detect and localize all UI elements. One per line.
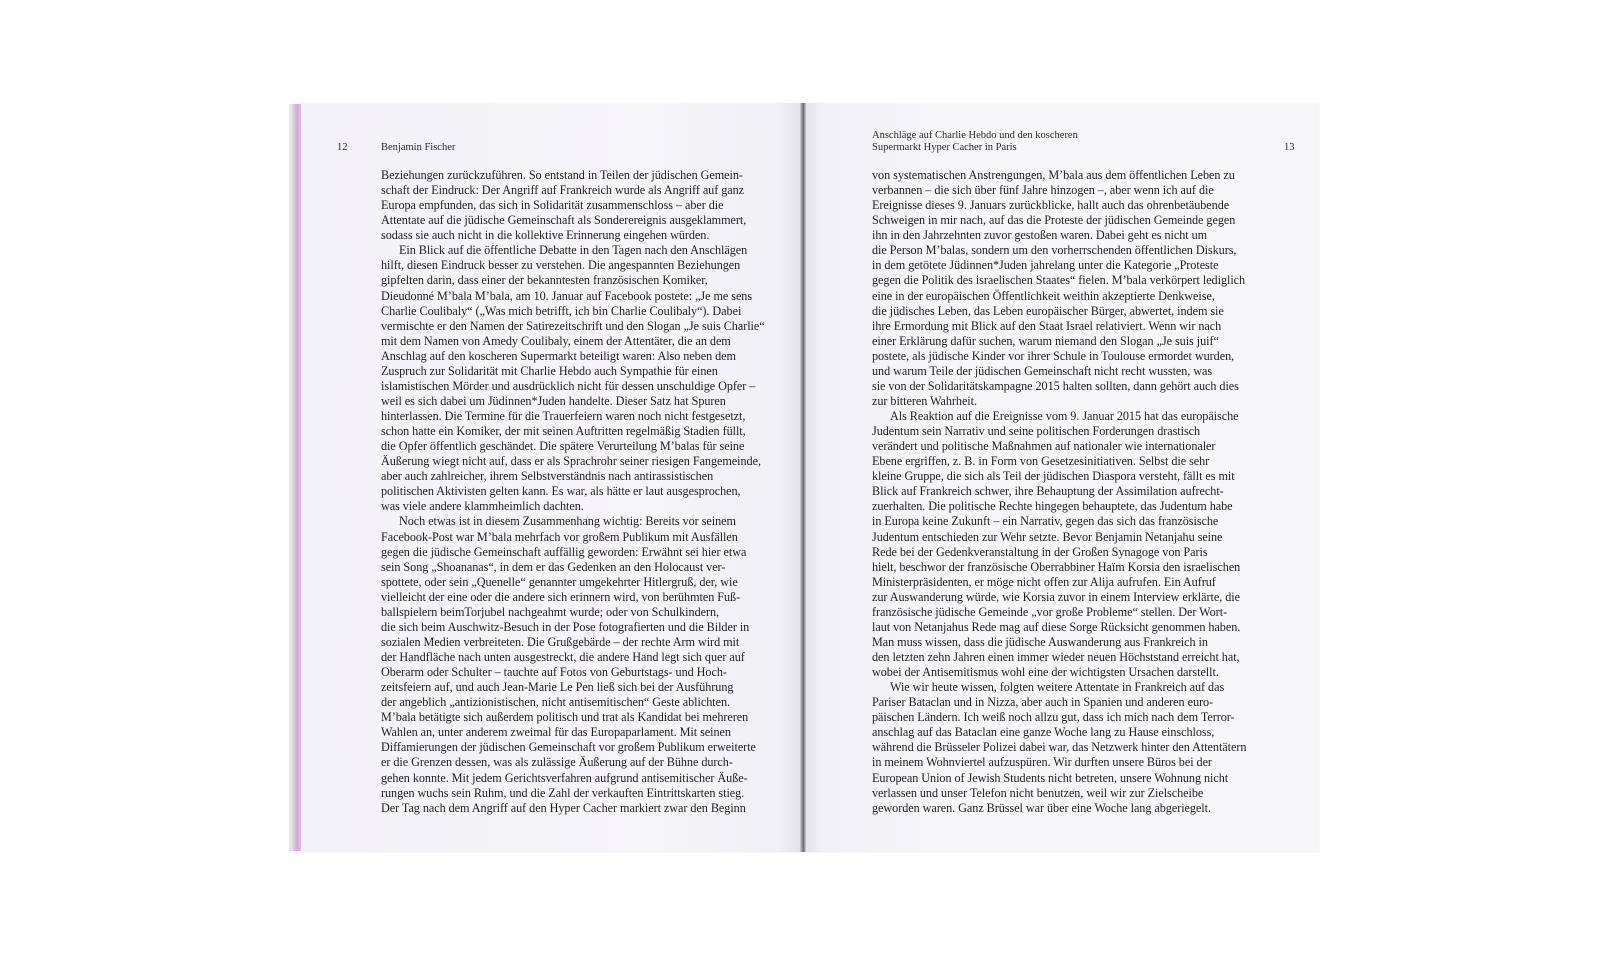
text-line: er die Grenzen dessen, was als zulässige Äußerung auf der Bühne durch-: [381, 755, 733, 770]
text-line: postete, als jüdische Kinder vor ihrer Schule in Toulouse ermordet wurden,: [872, 348, 1235, 363]
text-line: laut von Netanjahus Rede mag auf diese Sorge Rücksicht genommen haben.: [872, 619, 1241, 634]
text-line: verbannen – die sich über fünf Jahre hinzogen –, aber wenn ich auf die: [872, 183, 1214, 198]
text-line: sein Song „Shoananas“, in dem er das Gedenken an den Holocaust ver-: [381, 559, 726, 574]
text-line: rungen wuchs sein Ruhm, und die Zahl der verkauften Eintrittskarten stieg.: [381, 785, 745, 800]
text-line: schon hatte ein Komiker, der mit seinen Auftritten regelmäßig Stadien füllt,: [381, 424, 746, 439]
text-line: die jüdisches Leben, das Leben europäischer Bürger, abwertet, indem sie: [872, 303, 1224, 318]
text-line: der Handfläche nach unten ausgestreckt, die andere Hand legt sich quer auf: [381, 650, 745, 664]
right-body-text: [872, 168, 1246, 816]
text-line: Blick auf Frankreich schwer, ihre Behauptung der Assimilation aufrecht-: [872, 484, 1224, 499]
right-running-head: [872, 130, 1078, 154]
text-line: Oberarm oder Schulter – tauchte auf Fotos von Geburtstags- und Hoch-: [381, 665, 727, 680]
text-line: gegen die jüdische Gemeinschaft auffällig geworden: Erwähnt sei hier etwa: [381, 544, 747, 559]
text-line: aber auch zahlreicher, ihrem Selbstverständnis nach antirassistischen: [381, 469, 714, 484]
text-line: gegen die Politik des israelischen Staates“ fielen. M’bala verkörpert lediglich: [872, 273, 1246, 288]
text-line: verändert und politische Maßnahmen auf nationaler wie internationaler: [872, 439, 1216, 454]
text-line: ihre Ermordung mit Blick auf den Staat Israel relativiert. Wenn wir nach: [872, 318, 1222, 333]
text-line: die sich beim Auschwitz-Besuch in der Pose fotografierten und die Bilder in: [381, 619, 750, 634]
text-line: hinterlassen. Die Termine für die Trauerfeiern waren noch nicht festgesetzt,: [381, 409, 746, 423]
text-line: sie von der Solidaritätskampagne 2015 halten sollten, dann gehört auch dies: [872, 378, 1239, 393]
text-line: M’bala betätigte sich außerdem politisch und trat als Kandidat bei mehreren: [381, 710, 749, 725]
left-page-number: 12: [337, 142, 348, 153]
text-line: Charlie Coulibaly“ („Was mich betrifft, ich bin Charlie Coulibaly“). Dabei: [381, 303, 742, 318]
text-line: in Europa keine Zukunft – ein Narrativ, gegen das sich das französische: [872, 514, 1219, 529]
text-line: was viele andere klammheimlich dachten.: [381, 499, 584, 514]
text-line: Äußerung wiegt nicht auf, dass er als Sprachrohr seiner riesigen Fangemeinde,: [381, 454, 761, 469]
text-line: die Opfer öffentlich geschändet. Die spätere Verurteilung M’balas für seine: [381, 439, 745, 454]
text-line: vielleicht der eine oder die andere sich erinnern wird, von berühmten Fuß-: [381, 589, 741, 604]
text-line: zeitsfeiern auf, und auch Jean-Marie Le Pen ließ sich bei der Ausführung: [381, 680, 734, 695]
book-gutter: [800, 103, 806, 852]
left-running-head: Benjamin Fischer: [381, 142, 456, 153]
text-line: französische jüdische Gemeinde „vor große Probleme“ stellen. Der Wort-: [872, 604, 1228, 619]
text-line: und warum Teile der jüdischen Gemeinschaft nicht recht wussten, was: [872, 363, 1213, 378]
text-line: Zuspruch zur Solidarität mit Charlie Hebdo auch Sympathie für einen: [381, 363, 718, 378]
text-line: anschlag auf das Bataclan eine ganze Woche lang zu Hause einschloss,: [872, 725, 1215, 740]
text-line: zuerhalten. Die politische Rechte hingegen behauptete, das Judentum habe: [872, 499, 1233, 514]
text-line: Schweigen in mir nach, auf das die Proteste der jüdischen Gemeinde gegen: [872, 213, 1236, 228]
left-body-text: [381, 168, 765, 816]
text-line: Judentum entschieden zur Wehr setzte. Bevor Benjamin Netanjahu seine: [872, 529, 1223, 544]
text-line: von systematischen Anstrengungen, M’bala aus dem öffentlichen Leben zu: [872, 168, 1235, 182]
text-line: zur bitteren Wahrheit.: [872, 393, 977, 408]
text-line: Europa empfunden, das sich in Solidarität zusammenschloss – aber die: [381, 198, 724, 213]
text-line: in dem getötete Jüdinnen*Juden jahrelang unter die Kategorie „Proteste: [872, 258, 1219, 273]
text-line: sodass sie auch nicht in die kollektive Erinnerung eingehen würden.: [381, 228, 710, 243]
text-line: der angeblich „antizionistischen, nicht antisemitischen“ Geste ablichten.: [381, 695, 730, 710]
text-line: ballspielern beimTorjubel nachgeahmt wurde; oder von Schulkindern,: [381, 604, 720, 619]
text-line: mit dem Namen von Amedy Coulibaly, einem der Attentäter, die an dem: [381, 333, 731, 348]
text-line: Judentum sein Narrativ und seine politischen Forderungen drastisch: [872, 424, 1201, 439]
right-running-head-line-2: Supermarkt Hyper Cacher in Paris: [872, 142, 1017, 153]
text-line: während die Brüsseler Polizei dabei war, das Netzwerk hinter den Attentätern: [872, 740, 1247, 755]
text-line: Man muss wissen, dass die jüdische Auswanderung aus Frankreich in: [872, 634, 1208, 649]
text-line: ihn in den Jahrzehnten zuvor gestoßen waren. Dabei geht es nicht um: [872, 228, 1208, 243]
text-line: kleine Gruppe, die sich als Teil der jüdischen Diaspora versteht, fällt es mit: [872, 469, 1235, 484]
text-line: päischen Ländern. Ich weiß noch allzu gut, dass ich mich nach dem Terror-: [872, 710, 1235, 725]
text-line: Ebene ergriffen, z. B. in Form von Gesetzesinitiativen. Selbst die sehr: [872, 454, 1210, 469]
text-line: verlassen und unser Telefon nicht benutzen, weil wir zur Zielscheibe: [872, 785, 1204, 800]
text-line: spottete, oder sein „Quenelle“ genannter umgekehrter Hitlergruß, der, wie: [381, 574, 738, 589]
text-line: schaft der Eindruck: Der Angriff auf Frankreich wurde als Angriff auf ganz: [381, 183, 745, 198]
right-page-number: 13: [1284, 142, 1295, 153]
text-line: geworden waren. Ganz Brüssel war über eine Woche lang abgeriegelt.: [872, 800, 1211, 815]
text-line: Attentate auf die jüdische Gemeinschaft als Sonderereignis ausgeklammert,: [381, 213, 747, 228]
text-line: islamistischen Mörder und ausdrücklich nicht für dessen unschuldige Opfer –: [381, 378, 756, 393]
text-line: in meinem Wohnviertel aufzuspüren. Wir durften unsere Büros bei der: [872, 755, 1212, 770]
text-line: zur Auswanderung würde, wie Korsia zuvor in einem Interview erklärte, die: [872, 589, 1240, 604]
text-line: Beziehungen zurückzuführen. So entstand in Teilen der jüdischen Gemein-: [381, 168, 743, 182]
text-line: die Person M’balas, sondern um den vorherrschenden öffentlichen Diskurs,: [872, 243, 1237, 258]
text-line: politischen Aktivisten gelten kann. Es war, als hätte er laut ausgesprochen,: [381, 484, 741, 499]
text-line: Wahlen an, unter anderem zweimal für das Europaparlament. Mit seinen: [381, 725, 731, 740]
text-line: vermischte er den Namen der Satirezeitschrift und den Slogan „Je suis Charlie“: [381, 318, 765, 333]
text-line: hielt, beschwor der französische Oberrabbiner Haïm Korsia den israelischen: [872, 559, 1241, 574]
text-line: hilft, diesen Eindruck besser zu verstehen. Die angespannten Beziehungen: [381, 258, 741, 273]
text-line: Wie wir heute wissen, folgten weitere Attentate in Frankreich auf das: [890, 680, 1225, 695]
right-running-head-line-1: Anschläge auf Charlie Hebdo und den koscheren: [872, 130, 1078, 141]
text-line: Ein Blick auf die öffentliche Debatte in den Tagen nach den Anschlägen: [399, 243, 748, 258]
text-line: Der Tag nach dem Angriff auf den Hyper Cacher markiert zwar den Beginn: [381, 800, 746, 815]
text-line: Dieudonné M’bala M’bala, am 10. Januar auf Facebook postete: „Je me sens: [381, 288, 753, 303]
text-line: Noch etwas ist in diesem Zusammenhang wichtig: Bereits vor seinem: [399, 514, 736, 529]
text-line: sozialen Medien verbreiteten. Die Grußgebärde – der rechte Arm wird mit: [381, 634, 740, 649]
text-line: einer Erklärung dafür suchen, warum niemand den Slogan „Je suis juif“: [872, 333, 1219, 348]
text-line: weil es sich dabei um Jüdinnen*Juden handelte. Dieser Satz hat Spuren: [381, 393, 726, 408]
text-line: Ministerpräsidenten, er möge nicht offen zur Alija aufrufen. Ein Aufruf: [872, 574, 1216, 589]
text-line: Diffamierungen der jüdischen Gemeinschaft vor großem Publikum erweiterte: [381, 740, 756, 755]
text-line: gehen konnte. Mit jedem Gerichtsverfahren aufgrund antisemitischer Äuße-: [381, 770, 748, 785]
text-line: Facebook-Post war M’bala mehrfach vor großem Publikum mit Ausfällen: [381, 529, 738, 544]
text-line: Pariser Bataclan und in Nizza, aber auch in Spanien und anderen euro-: [872, 695, 1214, 710]
page-edge-stack: [289, 104, 301, 851]
text-line: Rede bei der Gedenkveranstaltung in der Großen Synagoge von Paris: [872, 544, 1208, 559]
text-line: wobei der Antisemitismus wohl eine der wichtigsten Ursachen darstellt.: [872, 665, 1219, 680]
text-line: den letzten zehn Jahren einen immer wieder neuen Höchststand erreicht hat,: [872, 650, 1240, 664]
text-line: Anschlag auf den koscheren Supermarkt beteiligt waren: Also neben dem: [381, 348, 736, 363]
text-line: Als Reaktion auf die Ereignisse vom 9. Januar 2015 hat das europäische: [890, 409, 1239, 423]
text-line: eine in der europäischen Öffentlichkeit weithin akzeptierte Denkweise,: [872, 288, 1215, 303]
text-line: European Union of Jewish Students nicht betreten, unsere Wohnung nicht: [872, 770, 1229, 785]
text-line: gipfelten darin, dass einer der bekanntesten französischen Komiker,: [381, 273, 708, 288]
text-line: Ereignisse dieses 9. Januars zurückblicke, hallt auch das ohrenbetäubende: [872, 198, 1230, 213]
